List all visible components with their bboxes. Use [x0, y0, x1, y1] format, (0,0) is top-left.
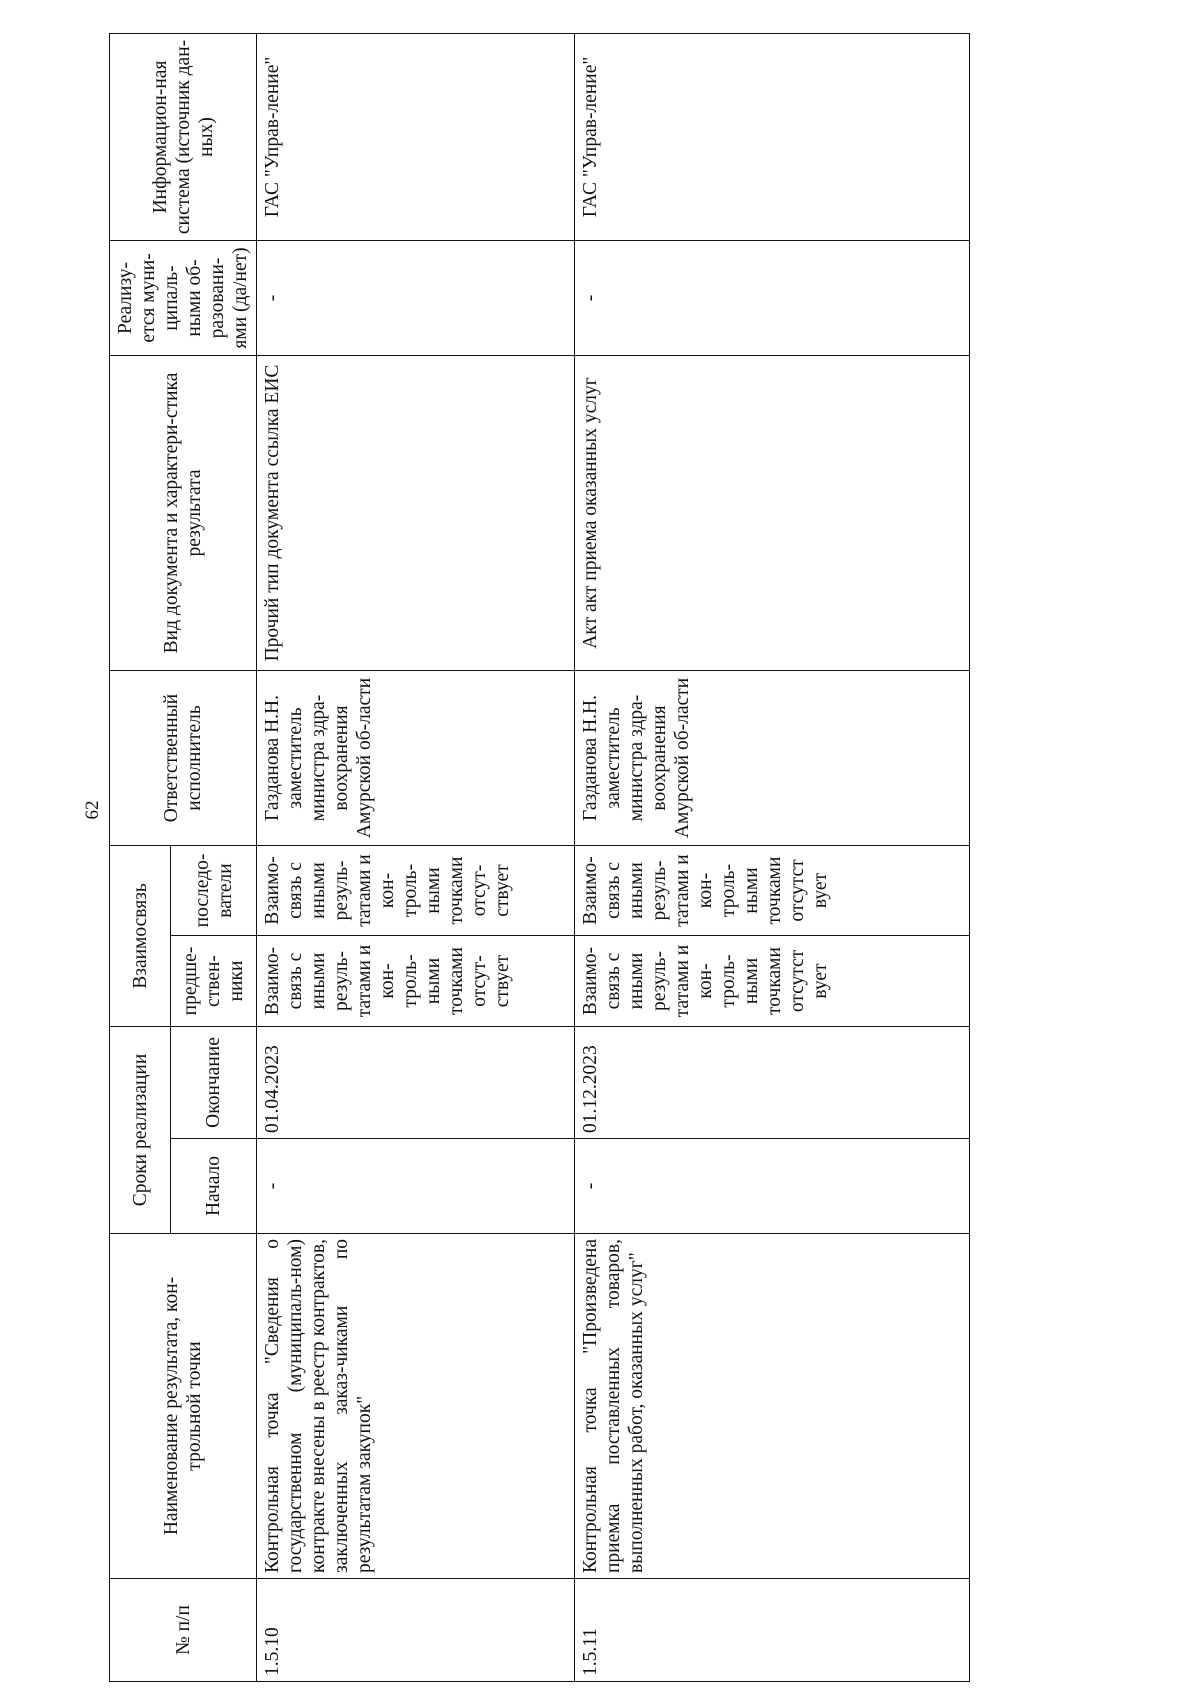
cell-info-system: ГАС "Управ-ление"	[257, 33, 575, 240]
cell-predecessors: Взаимо-связь с иными резуль-татами и кон-троль-ными точками отсут-ствует	[257, 936, 575, 1027]
header-municipal: Реализу-ется муни-ципаль-ными об-разовани-ями (да/нет)	[110, 240, 257, 355]
header-relation: Взаимосвязь	[110, 845, 171, 1026]
header-successors: последо-ватели	[171, 845, 257, 935]
table-row	[575, 33, 970, 1681]
cell-start: -	[575, 1139, 970, 1234]
results-table	[109, 33, 970, 1682]
cell-info-system: ГАС "Управ-ление"	[575, 33, 970, 240]
header-terms: Сроки реализации	[110, 1027, 171, 1234]
header-row-1	[110, 33, 171, 1681]
cell-name: Контрольная точка "Произведена приемка поставленных товаров, выполненных работ, оказанных услуг"	[575, 1234, 970, 1579]
table-row	[257, 33, 575, 1681]
cell-responsible: Газданова Н.Н. заместитель министра здра-воохранения Амурской об-ласти	[575, 670, 970, 845]
cell-successors: Взаимо-связь с иными резуль-татами и кон-троль-ными точками отсут-ствует	[257, 845, 575, 935]
header-end: Окончание	[171, 1027, 257, 1139]
header-start: Начало	[171, 1139, 257, 1234]
header-responsible: Ответственный исполнитель	[110, 670, 257, 845]
cell-num: 1.5.11	[575, 1579, 970, 1682]
cell-end: 01.04.2023	[257, 1027, 575, 1139]
header-doc-type: Вид документа и характери-стика результата	[110, 355, 257, 670]
cell-predecessors: Взаимо-связь с иными резуль-татами и кон-троль-ными точками отсутст вует	[575, 936, 970, 1027]
cell-successors: Взаимо-связь с иными резуль-татами и кон-троль-ными точками отсутст вует	[575, 845, 970, 935]
cell-name: Контрольная точка "Сведения о государственном (муниципаль-ном) контракте внесены в реестр контрактов, заключенных заказ-чиками по результатам закупок"	[257, 1234, 575, 1579]
cell-responsible: Газданова Н.Н. заместитель министра здра-воохранения Амурской об-ласти	[257, 670, 575, 845]
page-number: 62	[82, 800, 103, 820]
cell-doc-type: Прочий тип документа ссылка ЕИС	[257, 355, 575, 670]
rotated-table-container	[109, 0, 1059, 1690]
cell-end: 01.12.2023	[575, 1027, 970, 1139]
cell-start: -	[257, 1139, 575, 1234]
cell-doc-type: Акт акт приема оказанных услуг	[575, 355, 970, 670]
cell-municipal: -	[575, 240, 970, 355]
header-info-system: Информацион-ная система (источник дан-ных)	[110, 33, 257, 240]
header-num: № п/п	[110, 1579, 257, 1682]
header-name: Наименование результата, кон-трольной точки	[110, 1234, 257, 1579]
cell-municipal: -	[257, 240, 575, 355]
header-predecessors: предше-ствен-ники	[171, 936, 257, 1027]
cell-num: 1.5.10	[257, 1579, 575, 1682]
